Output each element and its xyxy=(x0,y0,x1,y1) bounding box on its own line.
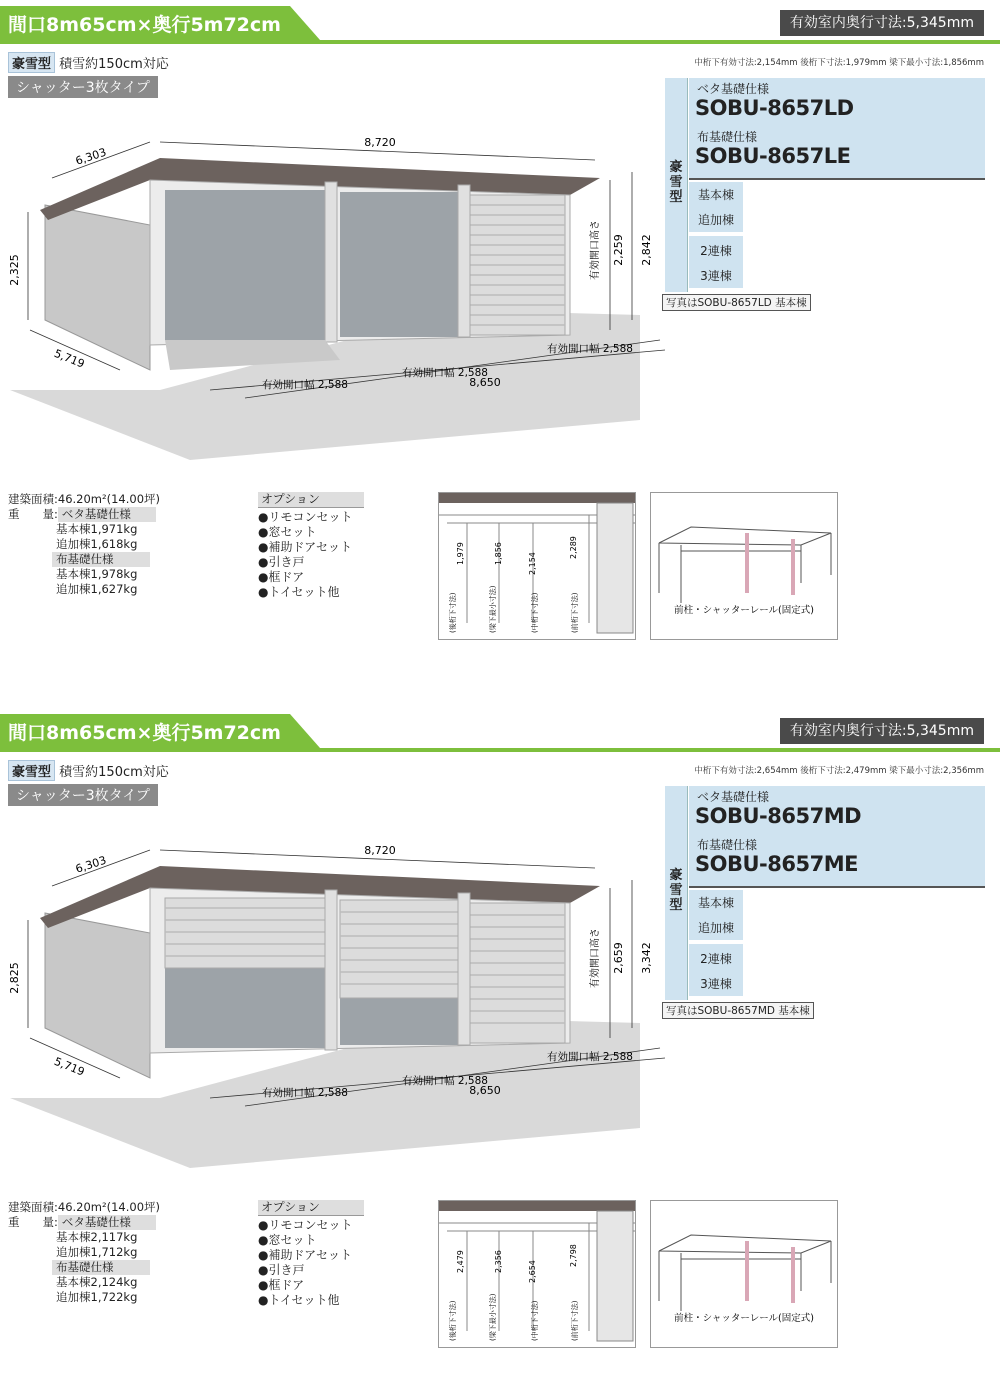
option-item: ●補助ドアセット xyxy=(258,540,352,554)
section-label-3: (中桁下寸法) xyxy=(531,592,539,633)
dim-depth-top: 6,303 xyxy=(73,853,108,876)
section-dim-2: 1,856 xyxy=(494,542,503,565)
option-item: ●窓セット xyxy=(258,1233,317,1247)
section-label-1: (後桁下寸法) xyxy=(449,1300,457,1341)
shutter-type-label: シャッター3枚タイプ xyxy=(8,76,158,98)
option-item: ●窓セット xyxy=(258,525,317,539)
snow-text: 積雪約150cm対応 xyxy=(59,765,169,780)
dim-opening-width-3: 有効開口幅 2,588 xyxy=(547,1051,633,1063)
building-info xyxy=(8,492,160,597)
dim-depth-top: 6,303 xyxy=(73,145,108,168)
section-dim-3: 2,654 xyxy=(528,1260,537,1283)
beta-basic-weight: 基本棟2,117kg xyxy=(56,1230,138,1244)
photo-note: 写真はSOBU-8657LD 基本棟 xyxy=(662,294,811,311)
dim-height-side: 2,325 xyxy=(8,254,21,286)
options-title: オプション xyxy=(258,492,364,508)
snow-spec xyxy=(8,760,169,781)
dim-opening-height: 2,259 xyxy=(612,234,625,266)
beta-add-weight: 追加棟1,712kg xyxy=(56,1245,138,1259)
model-box xyxy=(665,786,985,1000)
snow-spec xyxy=(8,52,169,73)
section-dim-3: 2,154 xyxy=(528,552,537,575)
garage-illustration xyxy=(0,120,670,460)
snow-tag: 豪雪型 xyxy=(8,52,55,73)
weight-label: 重 量: xyxy=(8,507,58,521)
model-beta: SOBU-8657LD xyxy=(695,96,854,120)
row-2ren: 2連棟 xyxy=(700,952,732,966)
model-vertical-label: 豪雪型 xyxy=(669,160,683,205)
dim-opening-width-1: 有効開口幅 2,588 xyxy=(262,1087,348,1099)
section-dim-1: 2,479 xyxy=(456,1250,465,1273)
model-nuno: SOBU-8657LE xyxy=(695,144,851,168)
row-basic: 基本棟 xyxy=(697,188,734,202)
dim-opening-height-label: 有効開口高さ xyxy=(590,220,601,280)
beta-add-weight: 追加棟1,618kg xyxy=(56,537,138,551)
dim-opening-height-label: 有効開口高さ xyxy=(590,928,601,988)
section-header xyxy=(0,6,1000,46)
beta-label: ベタ基礎仕様 xyxy=(697,790,770,804)
dim-total-width: 8,650 xyxy=(469,1084,501,1097)
snow-tag: 豪雪型 xyxy=(8,760,55,781)
dim-depth-bottom: 5,719 xyxy=(52,346,87,371)
section-label-3: (中桁下寸法) xyxy=(531,1300,539,1341)
building-area: 建築面積:46.20m²(14.00坪) xyxy=(8,1200,161,1214)
option-item: ●トイセット他 xyxy=(258,585,340,599)
depth-badge: 有効室内奥行寸法:5,345mm xyxy=(780,718,984,744)
building-area: 建築面積:46.20m²(14.00坪) xyxy=(8,492,161,506)
rail-diagram xyxy=(650,492,838,640)
product-section-2 xyxy=(0,708,1000,1387)
dim-width-top: 8,720 xyxy=(364,844,396,857)
option-item: ●補助ドアセット xyxy=(258,1248,352,1262)
nuno-add-weight: 追加棟1,722kg xyxy=(56,1290,138,1304)
clearance-dims: 中桁下有効寸法:2,154mm 後桁下寸法:1,979mm 梁下最小寸法:1,856mm xyxy=(694,58,984,68)
clearance-dims: 中桁下有効寸法:2,654mm 後桁下寸法:2,479mm 梁下最小寸法:2,356mm xyxy=(694,766,984,776)
size-title: 間口8m65cm×奥行5m72cm xyxy=(8,722,281,744)
section-label-4: (前桁下寸法) xyxy=(571,592,579,633)
section-label-2: (梁下最小寸法) xyxy=(489,1293,497,1341)
nuno-basic-weight: 基本棟2,124kg xyxy=(56,1275,138,1289)
section-dim-1: 1,979 xyxy=(456,542,465,565)
dim-total-height: 2,842 xyxy=(640,234,653,266)
rail-note: 前柱・シャッターレール(固定式) xyxy=(674,605,814,616)
dim-opening-width-1: 有効開口幅 2,588 xyxy=(262,379,348,391)
row-basic: 基本棟 xyxy=(697,896,734,910)
rail-diagram xyxy=(650,1200,838,1348)
section-header xyxy=(0,714,1000,754)
section-dim-4: 2,798 xyxy=(569,1244,578,1267)
dim-opening-width-2: 有効開口幅 2,588 xyxy=(402,367,488,379)
product-section-1 xyxy=(0,0,1000,679)
options-list xyxy=(258,492,364,600)
beta-weight-label: ベタ基礎仕様 xyxy=(58,1215,156,1230)
option-item: ●リモコンセット xyxy=(258,1218,353,1232)
row-2ren: 2連棟 xyxy=(700,244,732,258)
nuno-label: 布基礎仕様 xyxy=(697,838,758,852)
option-item: ●引き戸 xyxy=(258,555,305,569)
weight-label: 重 量: xyxy=(8,1215,58,1229)
options-list xyxy=(258,1200,364,1308)
row-add: 追加棟 xyxy=(697,213,734,227)
option-item: ●框ドア xyxy=(258,570,305,584)
option-item: ●框ドア xyxy=(258,1278,305,1292)
nuno-weight-label: 布基礎仕様 xyxy=(52,552,150,567)
snow-text: 積雪約150cm対応 xyxy=(59,57,169,72)
section-diagram xyxy=(438,492,636,640)
nuno-weight-label: 布基礎仕様 xyxy=(52,1260,150,1275)
dim-opening-width-3: 有効開口幅 2,588 xyxy=(547,343,633,355)
dim-depth-bottom: 5,719 xyxy=(52,1054,87,1079)
photo-note: 写真はSOBU-8657MD 基本棟 xyxy=(662,1002,814,1019)
section-label-2: (梁下最小寸法) xyxy=(489,585,497,633)
option-item: ●リモコンセット xyxy=(258,510,353,524)
option-item: ●トイセット他 xyxy=(258,1293,340,1307)
garage-illustration xyxy=(0,828,670,1168)
dim-total-width: 8,650 xyxy=(469,376,501,389)
depth-badge: 有効室内奥行寸法:5,345mm xyxy=(780,10,984,36)
options-title: オプション xyxy=(258,1200,364,1216)
nuno-basic-weight: 基本棟1,978kg xyxy=(56,567,138,581)
building-info xyxy=(8,1200,160,1305)
model-box xyxy=(665,78,985,292)
dim-opening-height: 2,659 xyxy=(612,942,625,974)
section-dim-4: 2,289 xyxy=(569,536,578,559)
model-nuno: SOBU-8657ME xyxy=(695,852,858,876)
section-label-1: (後桁下寸法) xyxy=(449,592,457,633)
dim-total-height: 3,342 xyxy=(640,942,653,974)
option-item: ●引き戸 xyxy=(258,1263,305,1277)
dim-opening-width-2: 有効開口幅 2,588 xyxy=(402,1075,488,1087)
row-3ren: 3連棟 xyxy=(700,977,732,991)
section-label-4: (前桁下寸法) xyxy=(571,1300,579,1341)
model-beta: SOBU-8657MD xyxy=(695,804,862,828)
row-3ren: 3連棟 xyxy=(700,269,732,283)
rail-note: 前柱・シャッターレール(固定式) xyxy=(674,1313,814,1324)
model-vertical-label: 豪雪型 xyxy=(669,868,683,913)
nuno-label: 布基礎仕様 xyxy=(697,130,758,144)
dim-height-side: 2,825 xyxy=(8,962,21,994)
shutter-type-label: シャッター3枚タイプ xyxy=(8,784,158,806)
size-title: 間口8m65cm×奥行5m72cm xyxy=(8,14,281,36)
nuno-add-weight: 追加棟1,627kg xyxy=(56,582,138,596)
section-diagram xyxy=(438,1200,636,1348)
beta-label: ベタ基礎仕様 xyxy=(697,82,770,96)
section-dim-2: 2,356 xyxy=(494,1250,503,1273)
beta-weight-label: ベタ基礎仕様 xyxy=(58,507,156,522)
row-add: 追加棟 xyxy=(697,921,734,935)
beta-basic-weight: 基本棟1,971kg xyxy=(56,522,138,536)
dim-width-top: 8,720 xyxy=(364,136,396,149)
